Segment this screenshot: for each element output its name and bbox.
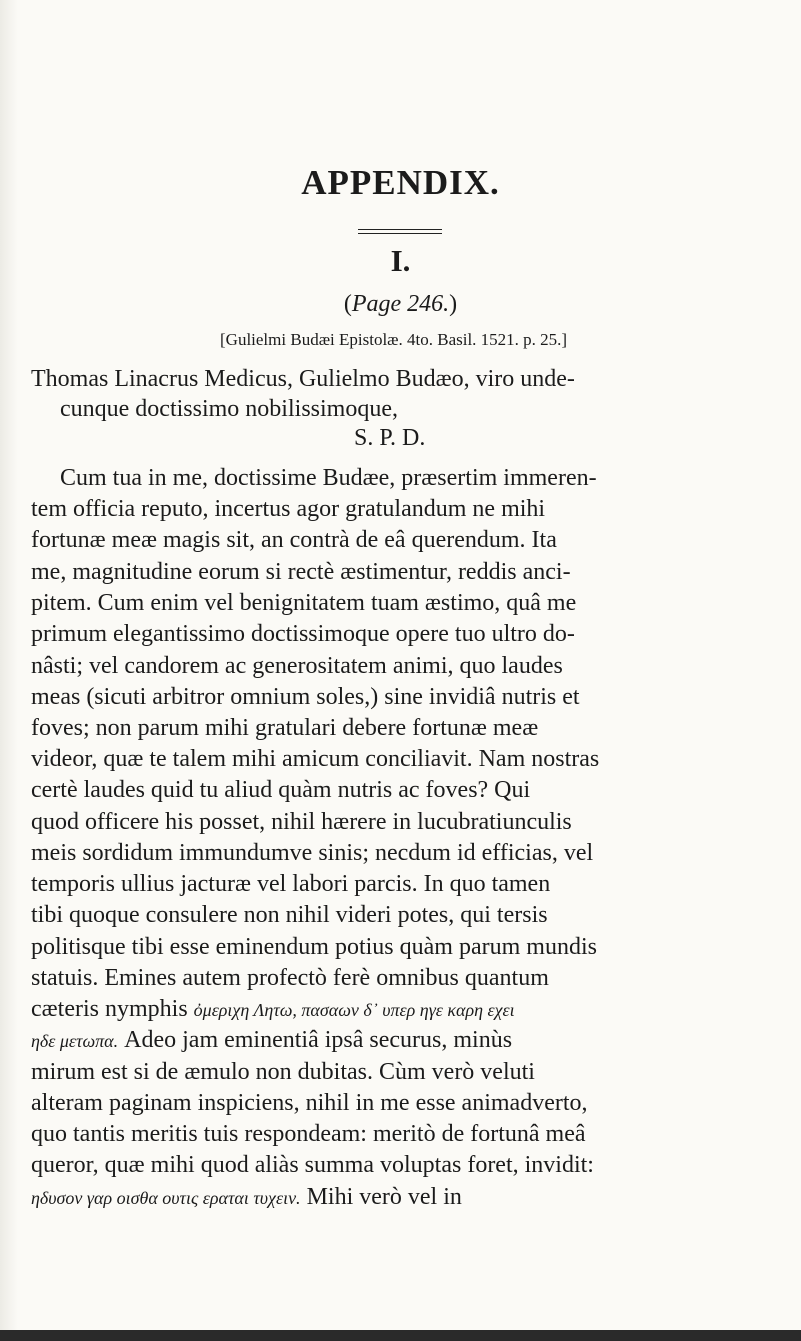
text-line [31,993,515,1026]
text-line: tibi quoque consulere non nihil videri potes, qui tersis [31,902,548,928]
text-line: queror, quæ mihi quod aliàs summa voluptas foret, invidit: [31,1152,594,1178]
appendix-title: APPENDIX. [301,163,500,202]
text-line: pitem. Cum enim vel benignitatem tuam æstimo, quâ me [31,590,577,616]
title-rule [358,229,442,230]
text-line: Cum tua in me, doctissime Budæe, præsertim immeren- [60,465,597,491]
text-line: meas (sicuti arbitror omnium soles,) sine invidiâ nutris et [31,684,580,710]
greek-quotation: ηδυσον γαρ οισθα ουτις εραται τυχειν. [31,1188,301,1208]
text-line: me, magnitudine eorum si rectè æstimentur, reddis anci- [31,559,571,585]
text-line: alteram paginam inspiciens, nihil in me esse animadverto, [31,1090,588,1116]
salutation-line: Thomas Linacrus Medicus, Gulielmo Budæo, viro unde- [31,366,575,392]
text-line [31,1181,462,1214]
bottom-edge-bar [0,1330,801,1341]
greek-quotation: ὀμεριχη Λητω, πασαων δ᾽ υπερ ηγε καρη εχει [193,1000,515,1020]
page-ref-open: ( [343,291,352,317]
text-line: temporis ullius jacturæ vel labori parcis. In quo tamen [31,871,551,897]
text-line: certè laudes quid tu aliud quàm nutris ac foves? Qui [31,777,531,803]
text-line: fortunæ meæ magis sit, an contrà de eâ querendum. Ita [31,527,557,553]
text-line: meis sordidum immundumve sinis; necdum id efficias, vel [31,840,594,866]
text-line: primum elegantissimo doctissimoque opere tuo ultro do- [31,621,575,647]
greek-quotation: ηδε μετωπα. [31,1031,119,1051]
text-line [31,1024,512,1057]
page-ref-label: Page 246. [351,291,450,317]
text-line: tem officia reputo, incertus agor gratulandum ne mihi [31,496,546,522]
text-line: videor, quæ te talem mihi amicum conciliavit. Nam nostras [31,746,600,772]
text-segment: cæteris nymphis [31,996,194,1022]
source-citation: [Gulielmi Budæi Epistolæ. 4to. Basil. 1521. p. 25.] [220,330,568,349]
page-ref-close: ) [449,291,458,317]
text-line: politisque tibi esse eminendum potius quàm parum mundis [31,934,597,960]
text-line: mirum est si de æmulo non dubitas. Cùm verò veluti [31,1059,535,1085]
text-line: nâsti; vel candorem ac generositatem animi, quo laudes [31,653,563,679]
page-reference [0,291,801,318]
salutation-sign-off: S. P. D. [354,425,426,451]
text-line: quod officere his posset, nihil hærere in lucubratiunculis [31,809,572,835]
text-segment: Adeo jam eminentiâ ipsâ securus, minùs [118,1027,513,1053]
text-line: quo tantis meritis tuis respondeam: meritò de fortunâ meâ [31,1121,586,1147]
title-rule-double [358,233,442,234]
section-numeral: I. [390,243,411,278]
text-line: foves; non parum mihi gratulari debere fortunæ meæ [31,715,539,741]
text-segment: Mihi verò vel in [300,1184,462,1210]
salutation-line: cunque doctissimo nobilissimoque, [60,396,398,422]
text-line: statuis. Emines autem profectò ferè omnibus quantum [31,965,549,991]
